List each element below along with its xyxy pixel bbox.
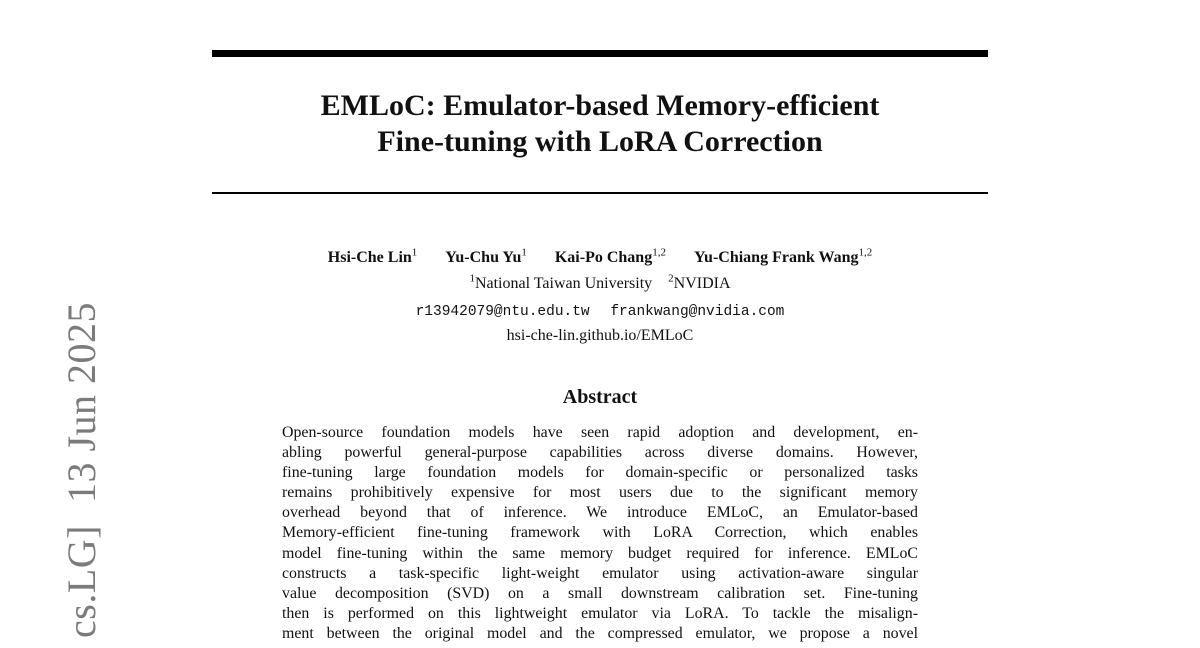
affiliation [469, 274, 652, 294]
title-line: EMLoC: Emulator-based Memory-efficient [320, 89, 880, 122]
abstract-line: Memory-efficient fine-tuning framework with LoRA Correction, which enables [282, 524, 918, 542]
author [555, 248, 666, 268]
arxiv-date: 13 Jun 2025 [59, 301, 104, 504]
author-affil-mark: 1,2 [652, 246, 666, 259]
abstract-heading: Abstract [562, 386, 638, 408]
title-top-rule [212, 50, 988, 57]
email-list [212, 302, 988, 322]
affiliation-mark: 2 [668, 272, 674, 285]
author-affil-mark: 1 [411, 246, 418, 259]
affiliation-name: NVIDIA [673, 275, 731, 292]
abstract-line: overhead beyond that of inference. We introduce EMLoC, an Emulator-based [282, 504, 918, 522]
abstract-line: abling powerful general-purpose capabilities across diverse domains. However, [282, 444, 918, 462]
paper-title [212, 88, 988, 160]
abstract-line: constructs a task-specific light-weight emulator using activation-aware singular [282, 564, 918, 582]
arxiv-side-stamp [59, 301, 104, 648]
author [694, 248, 872, 268]
email-link[interactable]: frankwang@nvidia.com [610, 304, 785, 320]
author-list [212, 248, 988, 268]
abstract-line: remains prohibitively expensive for most users due to the significant memory [282, 484, 918, 502]
author-name: Yu-Chiang Frank Wang [693, 249, 859, 266]
project-homepage-link[interactable]: hsi-che-lin.github.io/EMLoC [506, 327, 694, 344]
abstract-body [282, 423, 918, 648]
affiliation-list [212, 274, 988, 294]
arxiv-category: cs.LG] [59, 525, 104, 638]
abstract-line: Open-source foundation models have seen rapid adoption and development, en- [282, 424, 918, 441]
email-link[interactable]: r13942079@ntu.edu.tw [415, 304, 590, 320]
abstract-line: ment between the original model and the compressed emulator, we propose a novel [282, 624, 918, 642]
affiliation [668, 274, 730, 294]
author [445, 248, 527, 268]
abstract-line: model fine-tuning within the same memory budget required for inference. EMLoC [282, 544, 918, 562]
abstract-line: then is performed on this lightweight emulator via LoRA. To tackle the misalign- [282, 604, 918, 622]
title-bottom-rule [212, 192, 988, 194]
author-name: Kai-Po Chang [554, 249, 653, 266]
affiliation-name: National Taiwan University [474, 275, 653, 292]
abstract-line: value decomposition (SVD) on a small downstream calibration set. Fine-tuning [282, 584, 918, 602]
author-name: Hsi-Che Lin [327, 249, 412, 266]
author-name: Yu-Chu Yu [445, 249, 522, 266]
author-affil-mark: 1,2 [858, 246, 873, 259]
abstract-line: fine-tuning large foundation models for domain-specific or personalized tasks [282, 464, 918, 482]
author [328, 248, 418, 268]
title-line: Fine-tuning with LoRA Correction [377, 125, 823, 158]
author-affil-mark: 1 [521, 246, 527, 259]
affiliation-mark: 1 [469, 272, 475, 285]
